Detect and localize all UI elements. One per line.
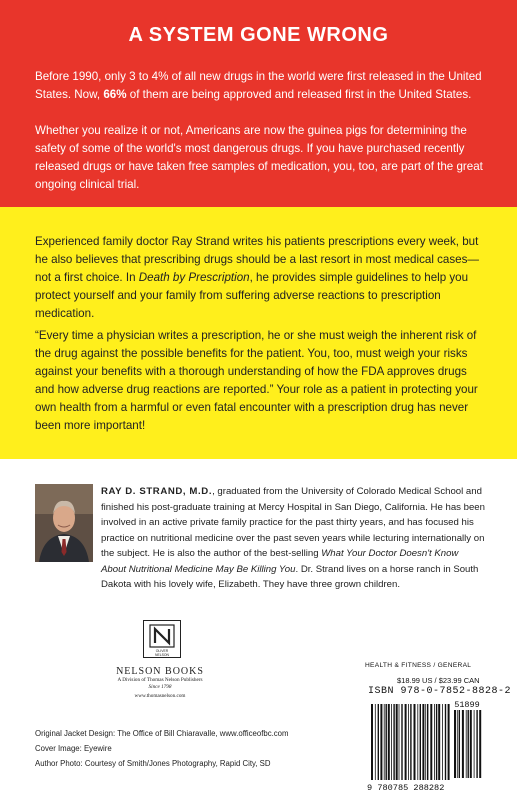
author-photo xyxy=(35,484,93,562)
svg-text:OLIVER: OLIVER xyxy=(155,649,169,653)
credit-cover-image: Cover Image: Eyewire xyxy=(35,743,112,753)
ean-digits: 9 780785 288282 xyxy=(367,783,445,792)
publisher-since: Since 1798 xyxy=(148,684,172,690)
publisher-block xyxy=(110,666,210,700)
book-title: Death by Prescription xyxy=(138,271,250,284)
percentage-highlight: 66% xyxy=(103,88,127,101)
intro-paragraph-2: Whether you realize it or not, Americans are now the guinea pigs for determining the safety of some of the world's most dangerous drugs. If you have purchased recently released drugs or have taken free samples of medication, you, too, are part of the great ongoing clinical trial. xyxy=(35,124,483,191)
description-panel xyxy=(0,207,517,459)
price-barcode-bars xyxy=(454,710,481,778)
price-label: $18.99 US / $23.99 CAN xyxy=(397,676,480,685)
ean-barcode-bars xyxy=(371,704,450,780)
publisher-division: A Division of Thomas Nelson Publishers xyxy=(117,677,203,683)
barcode xyxy=(365,698,487,792)
price-code: 51899 xyxy=(454,700,480,710)
credits xyxy=(35,727,289,771)
headline-panel xyxy=(0,0,517,207)
publisher-logo xyxy=(143,620,181,658)
credit-author-photo: Author Photo: Courtesy of Smith/Jones Photography, Rapid City, SD xyxy=(35,758,271,768)
genre-label: HEALTH & FITNESS / GENERAL xyxy=(365,662,472,669)
publisher-name: NELSON BOOKS xyxy=(116,666,204,677)
author-bio-text: RAY D. STRAND, M.D., graduated from the University of Colorado Medical School and finished his post-graduate training at Mercy Hospital in San Diego, California. He has been involved in an active private family practice for the past thirty years, and has focused his practice on nutritional medicine over the past seven years while lecturing internationally on the subject. He is also the author of the best-selling What Your Doctor Doesn't Know About Nutritional Medicine May Be Killing You. Dr. Strand lives on a horse ranch in South Dakota with his lovely wife, Elizabeth. They have three grown children. xyxy=(101,486,485,590)
svg-text:NELSON: NELSON xyxy=(155,653,169,657)
intro-paragraph-1: Before 1990, only 3 to 4% of all new drugs in the world were first released in the United States. Now, 66% of them are being approved and released first in the United States. xyxy=(35,70,482,101)
headline-title: A SYSTEM GONE WRONG xyxy=(128,24,389,46)
isbn-label: ISBN 978-0-7852-8828-2 xyxy=(368,686,512,697)
description-paragraph-1: Experienced family doctor Ray Strand writes his patients prescriptions every week, but he also believes that prescribing drugs should be a last resort in most medical cases—not a first choice. In Death by Prescription, he provides simple guidelines to help you protect yourself and your family from suffering adverse reactions to prescription medication. xyxy=(35,235,480,320)
quote-paragraph: “Every time a physician writes a prescription, he or she must weigh the inherent risk of the drug against the possible benefits for the patient. You, too, must weigh your risks against your benefits with a thorough understanding of how the FDA approves drugs and how adverse drug reactions are reported.” Your role as a patient in protecting your own health from a harmful or even fatal encounter with a prescription drug has never been more important! xyxy=(35,329,478,432)
author-name: RAY D. STRAND, M.D. xyxy=(101,486,213,497)
credit-jacket-design: Original Jacket Design: The Office of Bill Chiaravalle, www.officeofbc.com xyxy=(35,729,289,738)
author-book-title: What Your Doctor Doesn't Know About Nutritional Medicine May Be Killing You xyxy=(101,548,459,575)
publisher-url: www.thomasnelson.com xyxy=(134,693,186,699)
